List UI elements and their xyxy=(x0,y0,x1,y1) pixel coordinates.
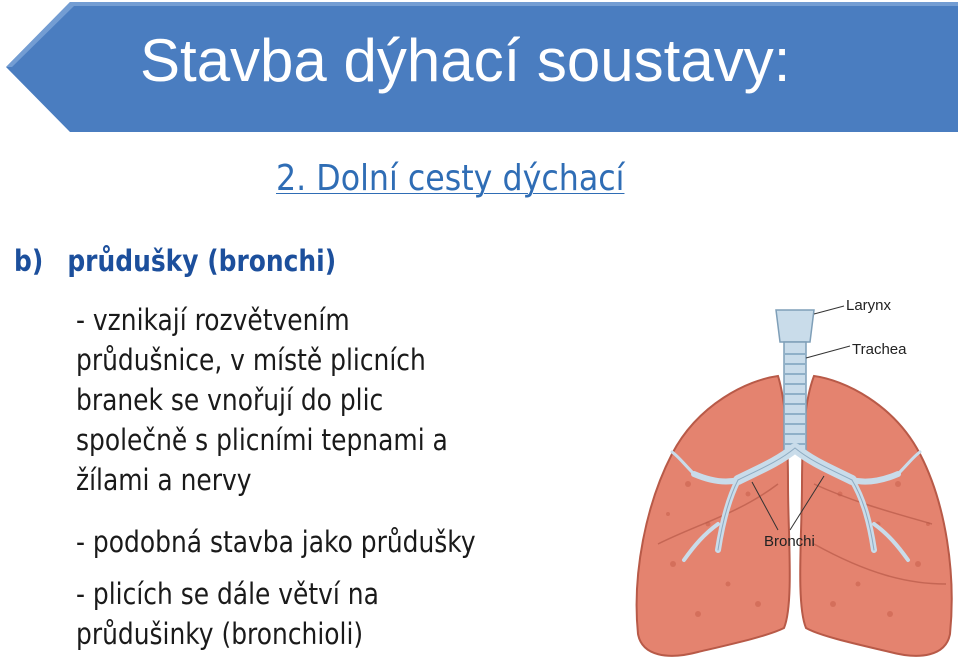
left-lung xyxy=(637,376,790,656)
paragraph-line: průdušnice, v místě plicních xyxy=(76,343,426,377)
paragraph-line: průdušinky (bronchioli) xyxy=(76,617,364,651)
section-label: b) xyxy=(14,244,44,278)
section-heading-text: průdušky (bronchi) xyxy=(67,244,337,278)
label-trachea: Trachea xyxy=(852,341,907,358)
lungs-diagram-icon xyxy=(628,284,960,662)
title-banner xyxy=(0,0,960,140)
trachea-leader xyxy=(806,346,850,358)
slide-title: Stavba dýhací soustavy: xyxy=(140,27,791,94)
larynx-leader xyxy=(814,306,844,314)
paragraph-3 xyxy=(76,574,379,654)
paragraph-1 xyxy=(76,300,448,500)
right-lung xyxy=(800,376,951,656)
lungs-illustration xyxy=(628,284,960,662)
paragraph-line: - plicích se dále větví na xyxy=(76,577,379,611)
paragraph-2 xyxy=(76,522,476,562)
paragraph-line: - vznikají rozvětvením xyxy=(76,303,350,337)
label-larynx: Larynx xyxy=(846,297,892,314)
paragraph-line: - podobná stavba jako průdušky xyxy=(76,525,476,559)
paragraph-line: branek se vnořují do plic xyxy=(76,383,384,417)
label-bronchi: Bronchi xyxy=(764,533,815,550)
larynx xyxy=(776,310,814,342)
section-heading xyxy=(14,244,336,278)
paragraph-line: společně s plicními tepnami a xyxy=(76,423,448,457)
paragraph-line: žílami a nervy xyxy=(76,463,252,497)
slide-subtitle: 2. Dolní cesty dýchací xyxy=(276,158,625,199)
